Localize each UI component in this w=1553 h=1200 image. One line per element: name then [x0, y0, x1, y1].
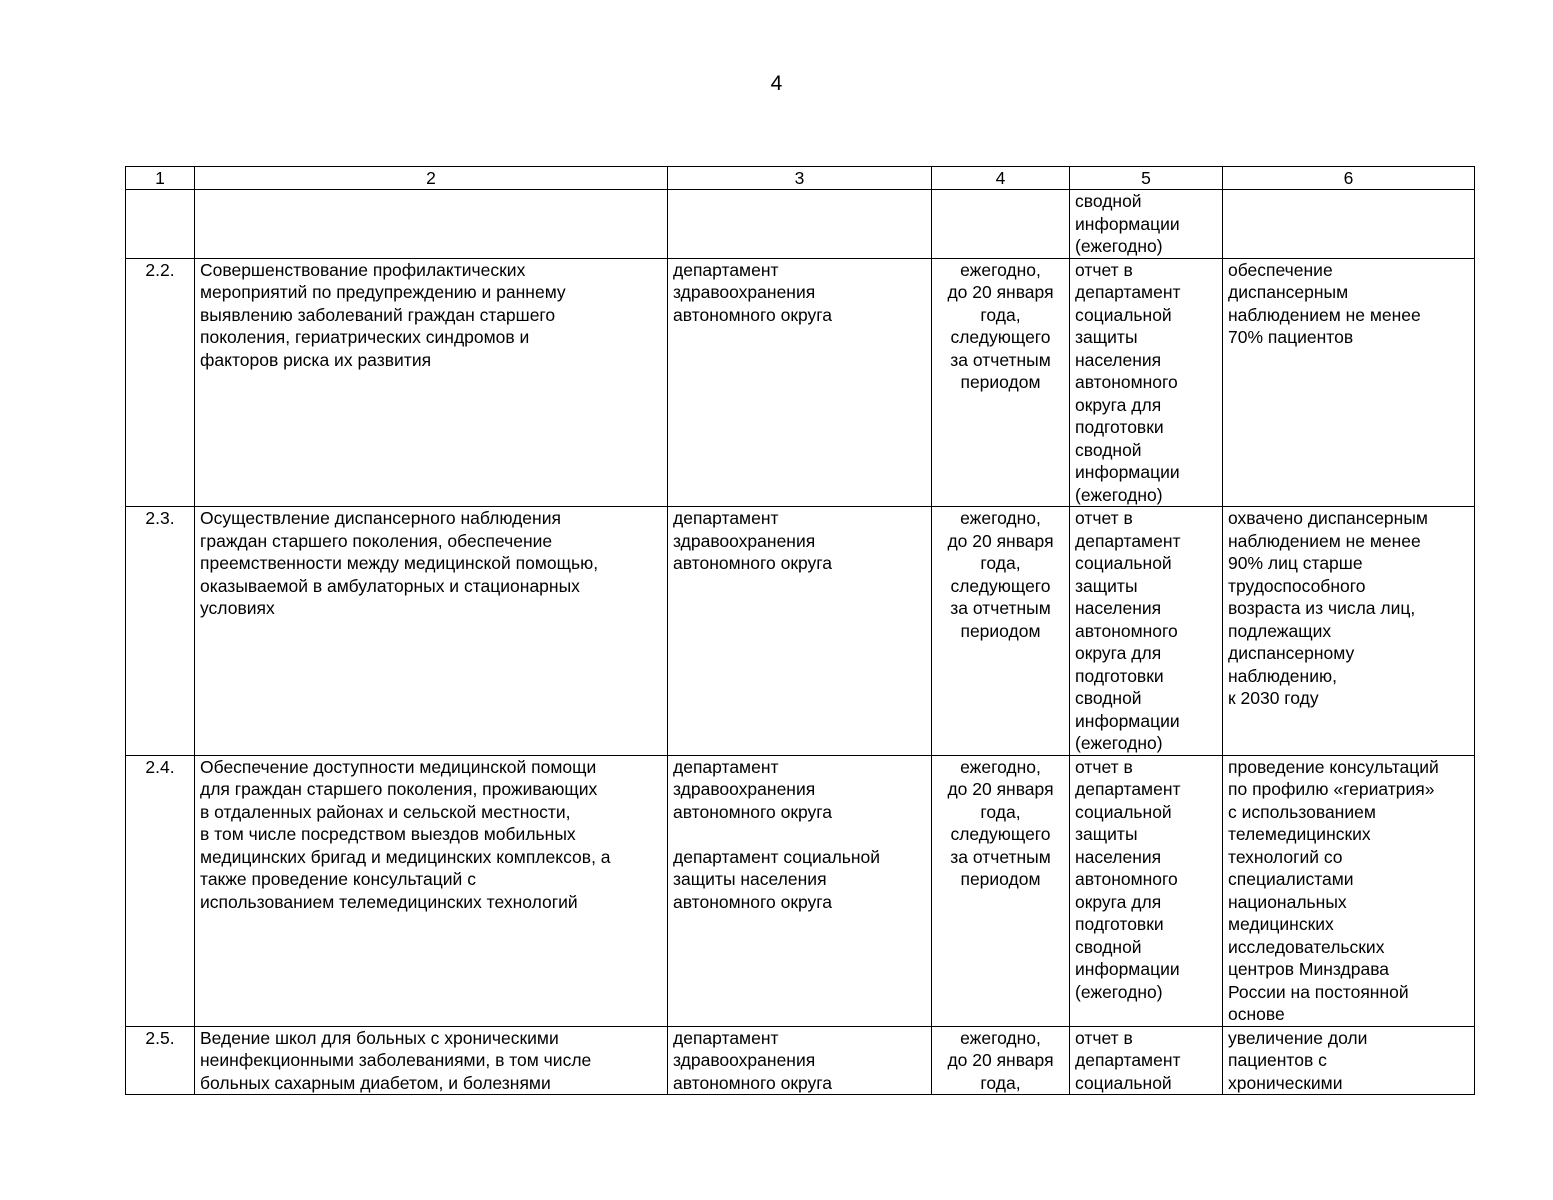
cell-line: [673, 823, 926, 846]
cell-line: населения: [1075, 846, 1162, 867]
cell-line: для граждан старшего поколения, проживающих: [200, 779, 598, 799]
table-row: [126, 190, 1475, 259]
cell-line: подготовки: [1075, 417, 1164, 437]
cell-line: выявлению заболеваний граждан старшего: [200, 304, 556, 325]
cell-deadline: [932, 258, 1070, 507]
cell-line: года,: [980, 304, 1021, 325]
cell-line: автономного: [1075, 869, 1178, 889]
cell-line: за отчетным: [950, 349, 1051, 370]
cell-line: департамент: [673, 1027, 779, 1048]
cell-line: подготовки: [1075, 914, 1164, 934]
cell-line: сводной: [1075, 191, 1142, 211]
cell-line: периодом: [960, 620, 1041, 641]
cell-line: наблюдением не менее: [1228, 530, 1421, 551]
cell-line: обеспечение: [1228, 259, 1333, 280]
cell-executor: [668, 507, 932, 756]
cell-line: (ежегодно): [1075, 236, 1163, 256]
header-cell-6: 6: [1223, 167, 1475, 190]
cell-line: департамент: [673, 259, 779, 280]
cell-line: телемедицинских: [1228, 824, 1371, 844]
cell-line: Ведение школ для больных с хроническими: [200, 1027, 559, 1048]
cell-line: технологий со: [1228, 846, 1343, 867]
cell-line: защиты: [1075, 824, 1138, 844]
cell-line: мероприятий по предупреждению и раннему: [200, 282, 566, 302]
cell-result: [1223, 258, 1475, 507]
cell-measure: [195, 507, 668, 756]
cell-line: здравоохранения: [673, 779, 816, 799]
cell-line: до 20 января: [947, 779, 1054, 799]
cell-line: департамент: [673, 756, 779, 777]
table-body: [126, 167, 1475, 1095]
cell-line: автономного: [1075, 620, 1178, 641]
cell-line: защиты населения: [673, 869, 827, 889]
header-cell-4: 4: [932, 167, 1070, 190]
cell-line: национальных: [1228, 891, 1347, 912]
cell-line: департамент социальной: [673, 846, 881, 867]
cell-line: ежегодно,: [960, 259, 1041, 280]
cell-line: информации: [1075, 710, 1180, 731]
cell-line: округа для: [1075, 643, 1162, 663]
cell-number: [126, 190, 195, 259]
cell-line: года,: [980, 1072, 1021, 1093]
cell-line: диспансерным: [1228, 282, 1349, 302]
cell-measure: [195, 258, 668, 507]
cell-line: пациентов с: [1228, 1050, 1327, 1070]
cell-result: [1223, 507, 1475, 756]
cell-line: условиях: [200, 598, 275, 618]
cell-line: ежегодно,: [960, 1027, 1041, 1048]
header-cell-2: 2: [195, 167, 668, 190]
cell-report: [1070, 190, 1223, 259]
cell-line: Совершенствование профилактических: [200, 259, 526, 280]
cell-line: года,: [980, 553, 1021, 573]
cell-line: департамент: [1075, 779, 1181, 799]
cell-line: департамент: [1075, 530, 1181, 551]
cell-measure: [195, 190, 668, 259]
cell-line: за отчетным: [950, 598, 1051, 618]
cell-line: населения: [1075, 349, 1162, 370]
cell-line: автономного: [1075, 372, 1178, 392]
cell-line: в том числе посредством выездов мобильных: [200, 824, 576, 844]
cell-line: защиты: [1075, 575, 1138, 596]
table-row: [126, 1026, 1475, 1095]
cell-line: социальной: [1075, 801, 1172, 822]
cell-line: информации: [1075, 959, 1180, 979]
cell-line: здравоохранения: [673, 1050, 816, 1070]
cell-line: автономного округа: [673, 1072, 833, 1093]
header-cell-5: 5: [1070, 167, 1223, 190]
cell-line: защиты: [1075, 327, 1138, 347]
cell-line: населения: [1075, 598, 1162, 618]
cell-line: наблюдению,: [1228, 665, 1337, 686]
cell-line: хроническими: [1228, 1072, 1343, 1093]
cell-line: за отчетным: [950, 846, 1051, 867]
cell-result: [1223, 755, 1475, 1026]
cell-line: департамент: [1075, 1050, 1181, 1070]
cell-line: подлежащих: [1228, 620, 1332, 641]
cell-line: социальной: [1075, 553, 1172, 573]
cell-result: [1223, 1026, 1475, 1095]
cell-measure: [195, 755, 668, 1026]
cell-number: 2.4.: [126, 755, 195, 1026]
cell-line: 70% пациентов: [1228, 327, 1354, 347]
cell-line: отчет в: [1075, 1027, 1133, 1048]
cell-report: [1070, 258, 1223, 507]
header-cell-3: 3: [668, 167, 932, 190]
cell-line: трудоспособного: [1228, 575, 1366, 596]
cell-line: сводной: [1075, 688, 1142, 708]
cell-number: 2.3.: [126, 507, 195, 756]
cell-line: ежегодно,: [960, 508, 1041, 528]
cell-line: медицинских: [1228, 914, 1334, 934]
cell-line: округа для: [1075, 891, 1162, 912]
cell-line: автономного округа: [673, 801, 833, 822]
cell-line: (ежегодно): [1075, 733, 1163, 753]
cell-line: в отдаленных районах и сельской местности,: [200, 801, 571, 822]
cell-line: автономного округа: [673, 304, 833, 325]
cell-line: специалистами: [1228, 869, 1354, 889]
cell-line: автономного округа: [673, 553, 833, 573]
cell-line: до 20 января: [947, 282, 1054, 302]
cell-line: до 20 января: [947, 1050, 1054, 1070]
cell-line: социальной: [1075, 1072, 1172, 1093]
cell-line: Обеспечение доступности медицинской помощи: [200, 756, 597, 777]
cell-line: поколения, гериатрических синдромов и: [200, 327, 530, 347]
cell-line: ежегодно,: [960, 756, 1041, 777]
cell-line: граждан старшего поколения, обеспечение: [200, 530, 553, 551]
cell-deadline: [932, 190, 1070, 259]
cell-line: наблюдением не менее: [1228, 304, 1421, 325]
measures-table: [125, 166, 1475, 1095]
cell-report: [1070, 1026, 1223, 1095]
cell-line: 90% лиц старше: [1228, 553, 1363, 573]
cell-executor: [668, 258, 932, 507]
cell-line: отчет в: [1075, 508, 1133, 528]
page-number: 4: [770, 72, 783, 95]
cell-line: Осуществление диспансерного наблюдения: [200, 508, 561, 528]
cell-executor: [668, 755, 932, 1026]
cell-line: года,: [980, 801, 1021, 822]
cell-line: возраста из числа лиц,: [1228, 598, 1416, 618]
cell-line: больных сахарным диабетом, и болезнями: [200, 1072, 551, 1093]
cell-deadline: [932, 507, 1070, 756]
cell-report: [1070, 755, 1223, 1026]
cell-line: периодом: [960, 869, 1041, 889]
cell-line: с использованием: [1228, 801, 1376, 822]
cell-line: по профилю «гериатрия»: [1228, 779, 1435, 799]
cell-line: следующего: [950, 575, 1051, 596]
cell-line: департамент: [1075, 282, 1181, 302]
cell-line: округа для: [1075, 394, 1162, 415]
cell-line: периодом: [960, 372, 1041, 392]
cell-executor: [668, 1026, 932, 1095]
cell-line: социальной: [1075, 304, 1172, 325]
cell-line: проведение консультаций: [1228, 756, 1439, 777]
table-row: [126, 755, 1475, 1026]
cell-line: отчет в: [1075, 259, 1133, 280]
cell-result: [1223, 190, 1475, 259]
cell-line: неинфекционными заболеваниями, в том числе: [200, 1050, 592, 1070]
cell-line: увеличение доли: [1228, 1027, 1368, 1048]
cell-number: 2.5.: [126, 1026, 195, 1095]
cell-line: автономного округа: [673, 891, 833, 912]
cell-line: преемственности между медицинской помощью,: [200, 553, 599, 573]
cell-line: информации: [1075, 213, 1180, 234]
cell-number: 2.2.: [126, 258, 195, 507]
cell-line: к 2030 году: [1228, 688, 1319, 708]
cell-line: здравоохранения: [673, 282, 816, 302]
cell-line: медицинских бригад и медицинских комплексов, а: [200, 846, 611, 867]
table-row: [126, 507, 1475, 756]
cell-line: информации: [1075, 462, 1180, 482]
cell-line: России на постоянной: [1228, 981, 1409, 1002]
cell-line: сводной: [1075, 439, 1142, 460]
header-cell-1: 1: [126, 167, 195, 190]
cell-line: диспансерному: [1228, 643, 1355, 663]
cell-executor: [668, 190, 932, 259]
cell-line: до 20 января: [947, 530, 1054, 551]
cell-line: отчет в: [1075, 756, 1133, 777]
cell-line: следующего: [950, 824, 1051, 844]
cell-line: охвачено диспансерным: [1228, 508, 1428, 528]
cell-line: здравоохранения: [673, 530, 816, 551]
cell-measure: [195, 1026, 668, 1095]
cell-line: основе: [1228, 1004, 1285, 1024]
table-row: [126, 258, 1475, 507]
cell-deadline: [932, 1026, 1070, 1095]
cell-line: центров Минздрава: [1228, 959, 1390, 979]
cell-line: исследовательских: [1228, 936, 1385, 957]
cell-line: (ежегодно): [1075, 484, 1163, 505]
cell-line: факторов риска их развития: [200, 349, 432, 370]
cell-line: департамент: [673, 508, 779, 528]
cell-line: использованием телемедицинских технологий: [200, 891, 578, 912]
cell-line: следующего: [950, 327, 1051, 347]
cell-line: подготовки: [1075, 665, 1164, 686]
cell-deadline: [932, 755, 1070, 1026]
header-row: [126, 167, 1475, 190]
cell-line: также проведение консультаций с: [200, 869, 476, 889]
cell-line: сводной: [1075, 936, 1142, 957]
cell-report: [1070, 507, 1223, 756]
cell-line: (ежегодно): [1075, 981, 1163, 1002]
cell-line: оказываемой в амбулаторных и стационарных: [200, 575, 580, 596]
